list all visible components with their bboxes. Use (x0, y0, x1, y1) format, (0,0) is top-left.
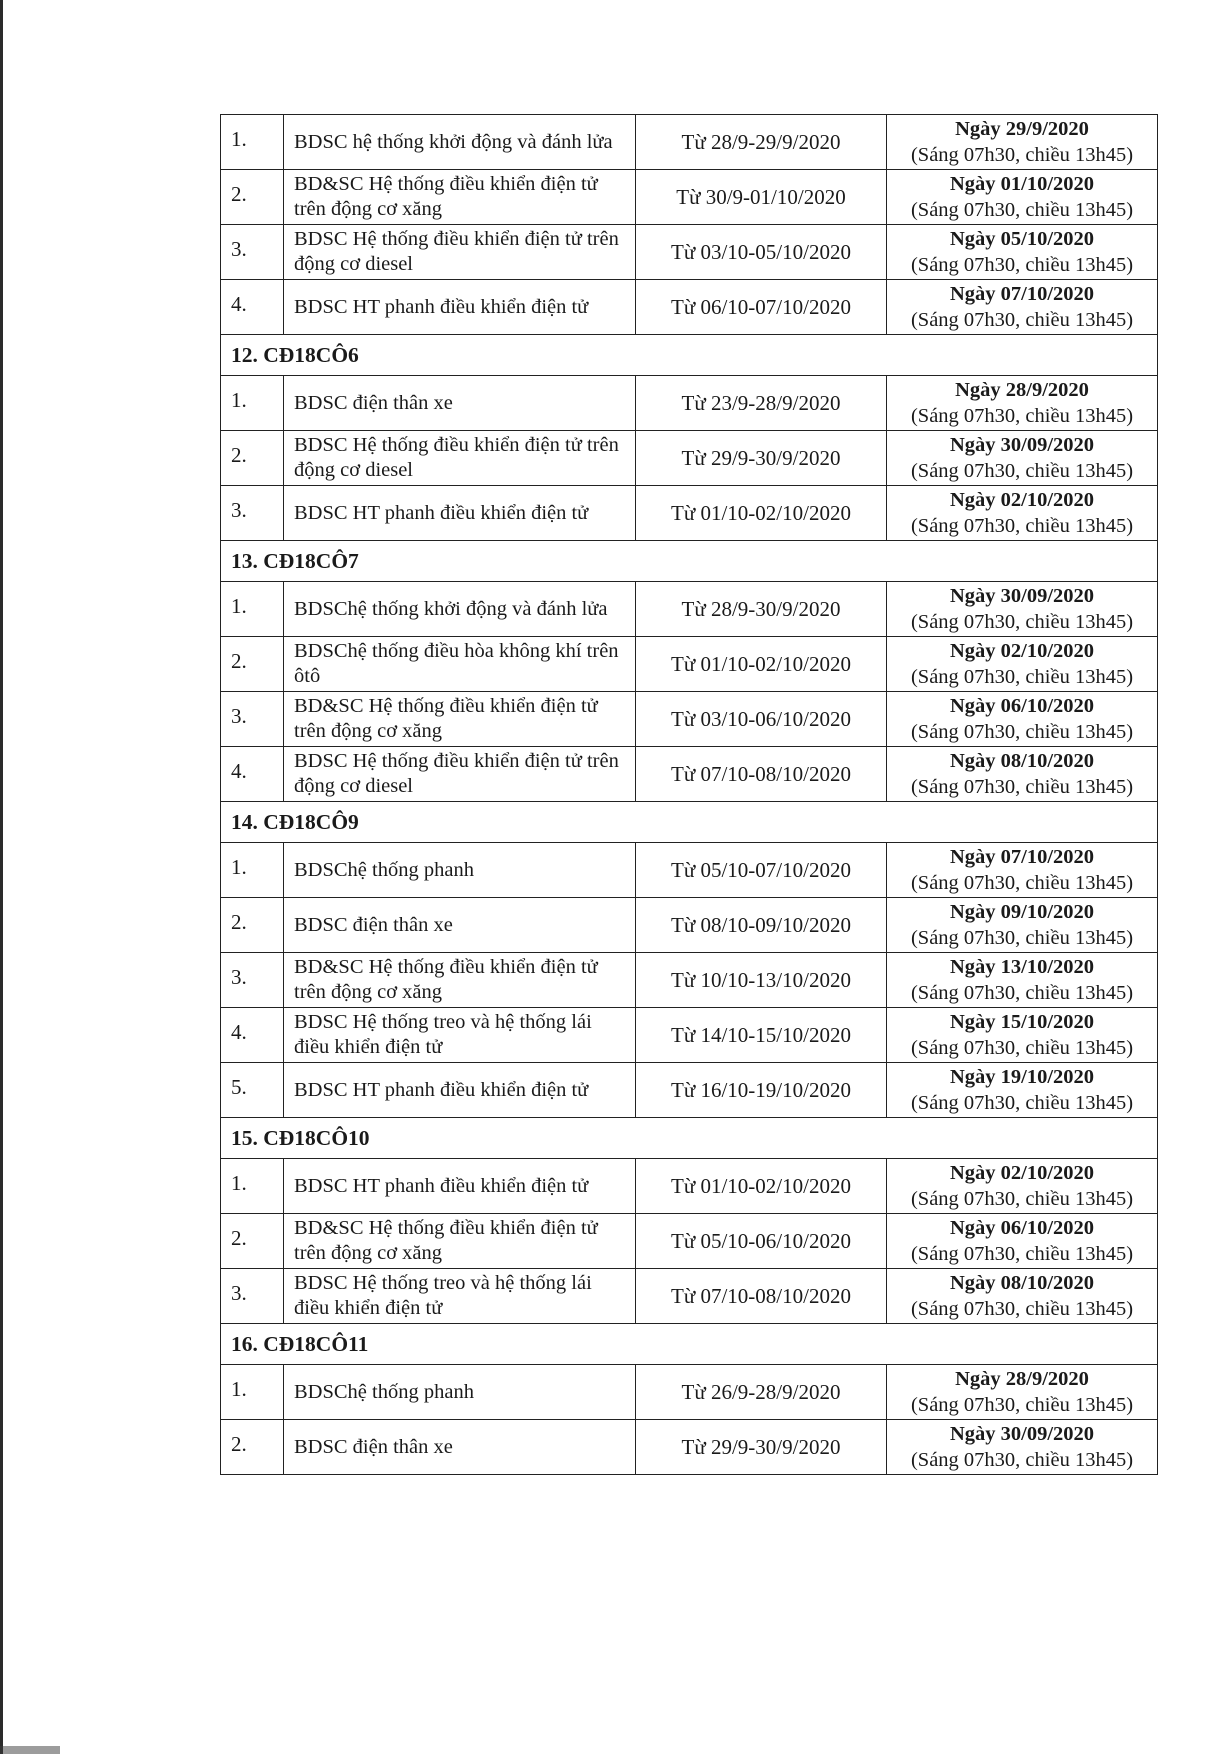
scan-border (0, 0, 3, 1754)
row-number: 3. (221, 486, 284, 541)
exam-time: (Sáng 07h30, chiều 13h45) (910, 199, 1134, 221)
exam-cell (887, 898, 1158, 953)
class-group-title: 16. CĐ18CÔ11 (221, 1324, 1158, 1365)
exam-cell (887, 953, 1158, 1008)
table-row (221, 1063, 1158, 1118)
exam-cell (887, 486, 1158, 541)
exam-date: Ngày 05/10/2020 (949, 228, 1095, 250)
exam-date: Ngày 30/09/2020 (949, 434, 1095, 456)
exam-time: (Sáng 07h30, chiều 13h45) (910, 611, 1134, 633)
table-row (221, 582, 1158, 637)
study-period: Từ 07/10-08/10/2020 (636, 747, 887, 802)
study-period: Từ 28/9-29/9/2020 (636, 115, 887, 170)
study-period: Từ 05/10-07/10/2020 (636, 843, 887, 898)
study-period: Từ 03/10-05/10/2020 (636, 225, 887, 280)
table-row (221, 843, 1158, 898)
row-number: 2. (221, 637, 284, 692)
exam-time: (Sáng 07h30, chiều 13h45) (910, 776, 1134, 798)
exam-cell (887, 280, 1158, 335)
subject-name: BD&SC Hệ thống điều khiển điện tử trên động cơ xăng (284, 953, 636, 1008)
row-number: 1. (221, 376, 284, 431)
exam-time: (Sáng 07h30, chiều 13h45) (910, 1092, 1134, 1114)
class-group-header (221, 1324, 1158, 1365)
study-period: Từ 16/10-19/10/2020 (636, 1063, 887, 1118)
subject-name: BDSC Hệ thống điều khiển điện tử trên động cơ diesel (284, 747, 636, 802)
exam-cell (887, 1063, 1158, 1118)
exam-date: Ngày 01/10/2020 (949, 173, 1095, 195)
class-group-header (221, 335, 1158, 376)
study-period: Từ 14/10-15/10/2020 (636, 1008, 887, 1063)
row-number: 1. (221, 1159, 284, 1214)
exam-time: (Sáng 07h30, chiều 13h45) (910, 144, 1134, 166)
exam-date: Ngày 02/10/2020 (949, 640, 1095, 662)
exam-time: (Sáng 07h30, chiều 13h45) (910, 666, 1134, 688)
exam-date: Ngày 15/10/2020 (949, 1011, 1095, 1033)
exam-time: (Sáng 07h30, chiều 13h45) (910, 460, 1134, 482)
row-number: 2. (221, 898, 284, 953)
subject-name: BDSChệ thống phanh (284, 843, 636, 898)
exam-cell (887, 582, 1158, 637)
row-number: 1. (221, 1365, 284, 1420)
subject-name: BDSC hệ thống khởi động và đánh lửa (284, 115, 636, 170)
exam-date: Ngày 19/10/2020 (949, 1066, 1095, 1088)
subject-name: BD&SC Hệ thống điều khiển điện tử trên động cơ xăng (284, 692, 636, 747)
study-period: Từ 29/9-30/9/2020 (636, 1420, 887, 1475)
study-period: Từ 28/9-30/9/2020 (636, 582, 887, 637)
exam-date: Ngày 29/9/2020 (955, 118, 1089, 140)
row-number: 2. (221, 1420, 284, 1475)
class-group-header (221, 1118, 1158, 1159)
table-row (221, 376, 1158, 431)
study-period: Từ 07/10-08/10/2020 (636, 1269, 887, 1324)
subject-name: BDSC Hệ thống treo và hệ thống lái điều khiển điện tử (284, 1269, 636, 1324)
row-number: 3. (221, 225, 284, 280)
row-number: 1. (221, 843, 284, 898)
exam-date: Ngày 30/09/2020 (949, 585, 1095, 607)
row-number: 5. (221, 1063, 284, 1118)
table-row (221, 637, 1158, 692)
exam-schedule-table (220, 114, 1158, 1475)
row-number: 3. (221, 692, 284, 747)
exam-cell (887, 376, 1158, 431)
study-period: Từ 30/9-01/10/2020 (636, 170, 887, 225)
exam-date: Ngày 07/10/2020 (949, 283, 1095, 305)
exam-time: (Sáng 07h30, chiều 13h45) (910, 405, 1134, 427)
study-period: Từ 23/9-28/9/2020 (636, 376, 887, 431)
exam-date: Ngày 30/09/2020 (949, 1423, 1095, 1445)
table-row (221, 486, 1158, 541)
table-row (221, 431, 1158, 486)
exam-time: (Sáng 07h30, chiều 13h45) (910, 1243, 1134, 1265)
row-number: 3. (221, 1269, 284, 1324)
subject-name: BDSC HT phanh điều khiển điện tử (284, 1063, 636, 1118)
row-number: 2. (221, 170, 284, 225)
exam-cell (887, 1159, 1158, 1214)
table-row (221, 747, 1158, 802)
study-period: Từ 29/9-30/9/2020 (636, 431, 887, 486)
exam-date: Ngày 28/9/2020 (955, 1368, 1089, 1390)
table-row (221, 1365, 1158, 1420)
study-period: Từ 08/10-09/10/2020 (636, 898, 887, 953)
exam-cell (887, 692, 1158, 747)
row-number: 4. (221, 280, 284, 335)
table-row (221, 115, 1158, 170)
subject-name: BDSC điện thân xe (284, 1420, 636, 1475)
exam-time: (Sáng 07h30, chiều 13h45) (910, 515, 1134, 537)
subject-name: BDSChệ thống phanh (284, 1365, 636, 1420)
exam-time: (Sáng 07h30, chiều 13h45) (910, 872, 1134, 894)
table-row (221, 1159, 1158, 1214)
schedule-body (221, 115, 1158, 1475)
exam-date: Ngày 08/10/2020 (949, 1272, 1095, 1294)
exam-cell (887, 1214, 1158, 1269)
class-group-header (221, 541, 1158, 582)
class-group-title: 15. CĐ18CÔ10 (221, 1118, 1158, 1159)
exam-cell (887, 431, 1158, 486)
table-row (221, 692, 1158, 747)
study-period: Từ 01/10-02/10/2020 (636, 637, 887, 692)
exam-cell (887, 225, 1158, 280)
exam-cell (887, 170, 1158, 225)
exam-time: (Sáng 07h30, chiều 13h45) (910, 982, 1134, 1004)
study-period: Từ 26/9-28/9/2020 (636, 1365, 887, 1420)
subject-name: BDSC HT phanh điều khiển điện tử (284, 486, 636, 541)
study-period: Từ 01/10-02/10/2020 (636, 486, 887, 541)
table-row (221, 1214, 1158, 1269)
exam-date: Ngày 02/10/2020 (949, 489, 1095, 511)
exam-date: Ngày 13/10/2020 (949, 956, 1095, 978)
subject-name: BDSC Hệ thống điều khiển điện tử trên động cơ diesel (284, 225, 636, 280)
exam-date: Ngày 06/10/2020 (949, 1217, 1095, 1239)
table-row (221, 898, 1158, 953)
exam-cell (887, 843, 1158, 898)
row-number: 3. (221, 953, 284, 1008)
subject-name: BDSC điện thân xe (284, 376, 636, 431)
study-period: Từ 05/10-06/10/2020 (636, 1214, 887, 1269)
exam-cell (887, 747, 1158, 802)
exam-date: Ngày 08/10/2020 (949, 750, 1095, 772)
study-period: Từ 06/10-07/10/2020 (636, 280, 887, 335)
exam-cell (887, 1008, 1158, 1063)
subject-name: BDSC Hệ thống điều khiển điện tử trên động cơ diesel (284, 431, 636, 486)
class-group-title: 12. CĐ18CÔ6 (221, 335, 1158, 376)
exam-date: Ngày 07/10/2020 (949, 846, 1095, 868)
table-row (221, 1269, 1158, 1324)
subject-name: BDSC HT phanh điều khiển điện tử (284, 280, 636, 335)
row-number: 4. (221, 1008, 284, 1063)
row-number: 2. (221, 431, 284, 486)
row-number: 1. (221, 115, 284, 170)
exam-date: Ngày 09/10/2020 (949, 901, 1095, 923)
subject-name: BD&SC Hệ thống điều khiển điện tử trên động cơ xăng (284, 1214, 636, 1269)
subject-name: BDSChệ thống khởi động và đánh lửa (284, 582, 636, 637)
exam-cell (887, 637, 1158, 692)
exam-cell (887, 1365, 1158, 1420)
table-row (221, 170, 1158, 225)
row-number: 2. (221, 1214, 284, 1269)
subject-name: BDSC điện thân xe (284, 898, 636, 953)
row-number: 4. (221, 747, 284, 802)
table-row (221, 280, 1158, 335)
exam-cell (887, 1269, 1158, 1324)
study-period: Từ 10/10-13/10/2020 (636, 953, 887, 1008)
study-period: Từ 01/10-02/10/2020 (636, 1159, 887, 1214)
subject-name: BDSC HT phanh điều khiển điện tử (284, 1159, 636, 1214)
class-group-title: 14. CĐ18CÔ9 (221, 802, 1158, 843)
exam-cell (887, 1420, 1158, 1475)
table-row (221, 1008, 1158, 1063)
exam-time: (Sáng 07h30, chiều 13h45) (910, 309, 1134, 331)
row-number: 1. (221, 582, 284, 637)
scan-mark (0, 1746, 60, 1754)
class-group-title: 13. CĐ18CÔ7 (221, 541, 1158, 582)
table-row (221, 953, 1158, 1008)
exam-time: (Sáng 07h30, chiều 13h45) (910, 1298, 1134, 1320)
exam-time: (Sáng 07h30, chiều 13h45) (910, 1188, 1134, 1210)
subject-name: BDSChệ thống điều hòa không khí trên ôtô (284, 637, 636, 692)
exam-date: Ngày 06/10/2020 (949, 695, 1095, 717)
exam-time: (Sáng 07h30, chiều 13h45) (910, 254, 1134, 276)
study-period: Từ 03/10-06/10/2020 (636, 692, 887, 747)
subject-name: BDSC Hệ thống treo và hệ thống lái điều khiển điện tử (284, 1008, 636, 1063)
class-group-header (221, 802, 1158, 843)
exam-cell (887, 115, 1158, 170)
exam-time: (Sáng 07h30, chiều 13h45) (910, 927, 1134, 949)
exam-time: (Sáng 07h30, chiều 13h45) (910, 1449, 1134, 1471)
exam-time: (Sáng 07h30, chiều 13h45) (910, 721, 1134, 743)
exam-time: (Sáng 07h30, chiều 13h45) (910, 1394, 1134, 1416)
table-row (221, 1420, 1158, 1475)
exam-date: Ngày 28/9/2020 (955, 379, 1089, 401)
exam-date: Ngày 02/10/2020 (949, 1162, 1095, 1184)
table-row (221, 225, 1158, 280)
subject-name: BD&SC Hệ thống điều khiển điện tử trên động cơ xăng (284, 170, 636, 225)
exam-time: (Sáng 07h30, chiều 13h45) (910, 1037, 1134, 1059)
